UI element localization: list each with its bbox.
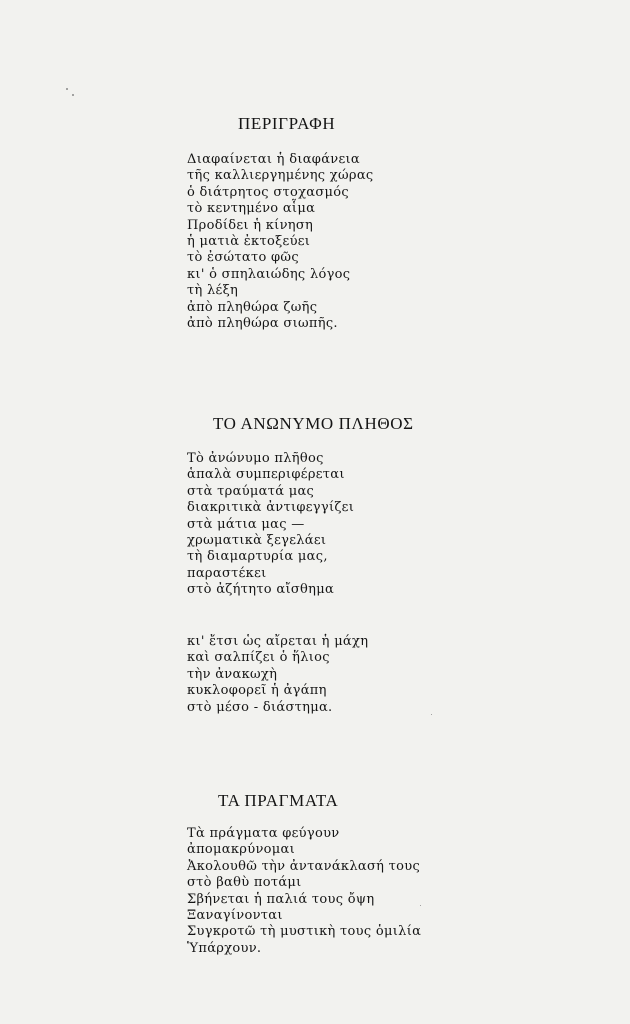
poem-stanza [187, 152, 373, 332]
scan-speck [431, 714, 432, 715]
poem-line: τὸ ἐσώτατο φῶς [187, 250, 299, 266]
poem-line: τὸ κεντημένο αἷμα [187, 201, 316, 217]
poem-line: διακριτικὰ ἀντιφεγγίζει [187, 500, 355, 516]
scan-speck [420, 905, 421, 906]
poem-line: Σβήνεται ἡ παλιά τους ὄψη [187, 891, 375, 907]
poem-stanza [187, 826, 421, 957]
poem-line: καὶ σαλπίζει ὁ ἥλιος [187, 650, 330, 666]
scan-speck [72, 94, 74, 96]
poem-line: στὰ μάτια μας — [187, 516, 305, 532]
poem-title: ΤΟ ΑΝΩΝΥΜΟ ΠΛΗΘΟΣ [213, 414, 414, 433]
scan-speck [66, 88, 68, 90]
poem-line: στὸ μέσο - διάστημα. [187, 699, 333, 715]
poem-line: Ξαναγίνονται [187, 907, 283, 923]
poem-line: ἀπὸ πληθώρα ζωῆς [187, 299, 318, 315]
poem-line: τὴ διαμαρτυρία μας, [187, 549, 328, 565]
poem-line: Διαφαίνεται ἡ διαφάνεια [187, 152, 360, 167]
poem-line: Προδίδει ἡ κίνηση [187, 217, 314, 233]
poem-line: Συγκροτῶ τὴ μυστικὴ τους ὁμιλία [187, 924, 422, 940]
poem-line: Τὰ πράγματα φεύγουν [187, 826, 340, 841]
poem-line: κι' ἔτσι ὡς αἴρεται ἡ μάχη [187, 634, 369, 649]
poem-line: στὰ τραύματά μας [187, 483, 315, 499]
poem-title: ΤΑ ΠΡΑΓΜΑΤΑ [218, 791, 339, 810]
poem-line: ἀπομακρύνομαι [187, 842, 296, 858]
poem-line: χρωματικὰ ξεγελάει [187, 532, 327, 548]
poem-line: ἁπαλὰ συμπεριφέρεται [187, 467, 345, 483]
poem-line: Ἀκολουθῶ τὴν ἀντανάκλασή τους [187, 858, 421, 874]
poem-line: Τὸ ἀνώνυμο πλῆθος [187, 451, 324, 466]
poem-line: τῆς καλλιεργημένης χώρας [187, 168, 374, 184]
poem-line: κι' ὁ σπηλαιώδης λόγος [187, 266, 351, 282]
poem-line: ἀπὸ πληθώρα σιωπῆς. [187, 315, 338, 331]
poem-line: τὴ λέξη [187, 283, 239, 299]
poem-line: ὁ διάτρητος στοχασμός [187, 184, 349, 200]
poem-line: στὸ βαθὺ ποτάμι [187, 875, 302, 891]
poem-line: ἡ ματιὰ ἐκτοξεύει [187, 233, 311, 249]
poem-line: κυκλοφορεῖ ἡ ἀγάπη [187, 683, 327, 699]
poem-line: Ὑπάρχουν. [187, 940, 262, 956]
poem-line: στὸ ἀζήτητο αἴσθημα [187, 582, 335, 598]
poem-stanza [187, 451, 354, 599]
poem-line: τὴν ἀνακωχὴ [187, 666, 278, 682]
poem-line: παραστέκει [187, 565, 267, 581]
poem-title: ΠΕΡΙΓΡΑΦΗ [238, 114, 336, 133]
poem-stanza [187, 634, 368, 716]
